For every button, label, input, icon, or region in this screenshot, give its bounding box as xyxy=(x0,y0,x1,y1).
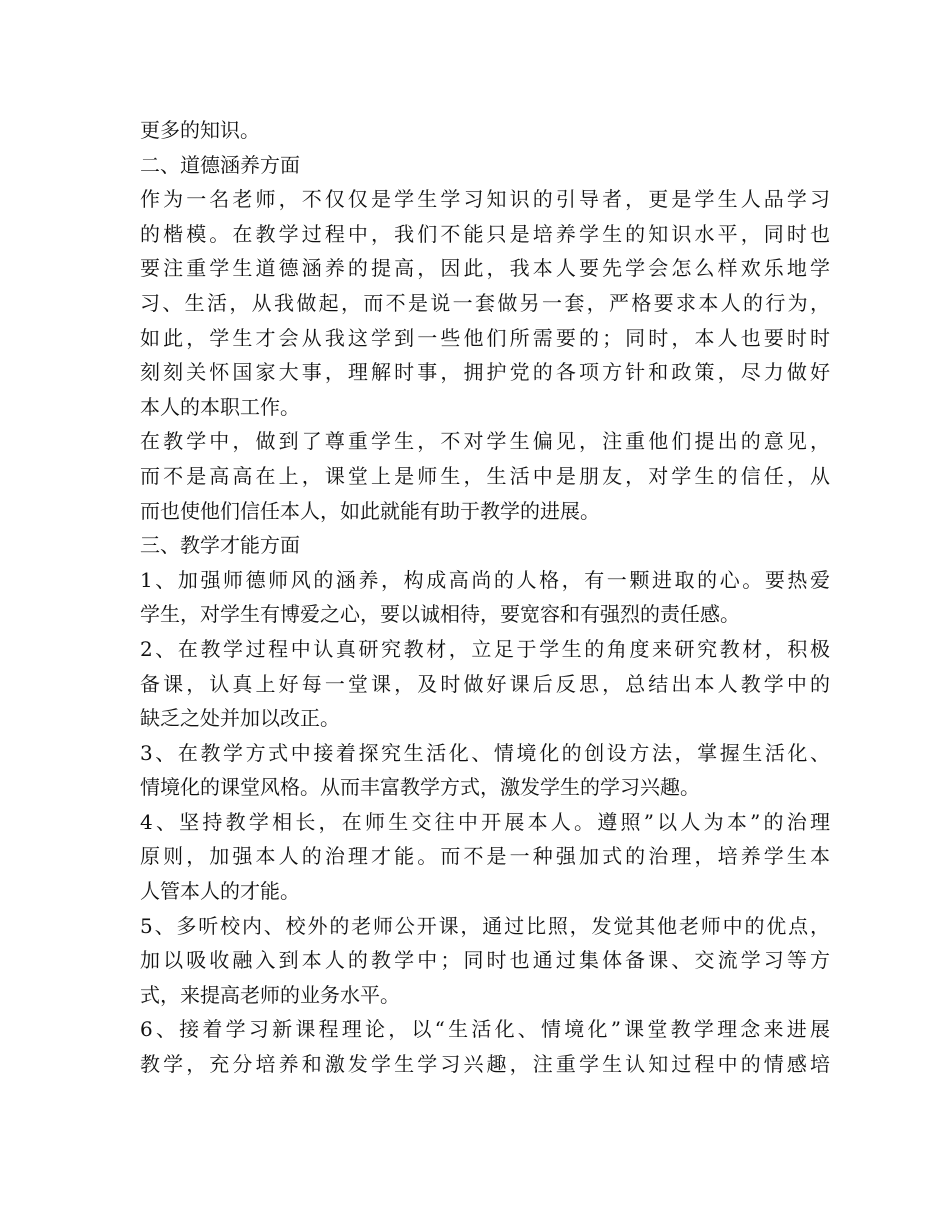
text-line-paragraph-end: 式，来提高老师的业务水平。 xyxy=(140,982,400,1007)
list-item-5: 5、多听校内、校外的老师公开课，通过比照，发觉其他老师中的优点， xyxy=(140,913,830,938)
list-item-3: 3、在教学方式中接着探究生活化、情境化的创设方法，掌握生活化、 xyxy=(140,740,830,765)
list-item-1: 1、加强师德师风的涵养，构成高尚的人格，有一颗进取的心。要热爱 xyxy=(140,567,830,592)
text-line: 的楷模。在教学过程中，我们不能只是培养学生的知识水平，同时也 xyxy=(140,221,830,246)
list-item-6: 6、接着学习新课程理论，以“生活化、情境化”课堂教学理念来进展 xyxy=(140,1017,830,1042)
text-line-paragraph-end: 而也使他们信任本人，如此就能有助于教学的进展。 xyxy=(140,498,600,523)
text-line: 要注重学生道德涵养的提高，因此，我本人要先学会怎么样欢乐地学 xyxy=(140,256,830,281)
list-item-4: 4、坚持教学相长，在师生交往中开展本人。遵照”以人为本”的治理 xyxy=(140,809,830,834)
text-line: 在教学中，做到了尊重学生，不对学生偏见，注重他们提出的意见， xyxy=(140,429,830,454)
text-line: 加以吸收融入到本人的教学中；同时也通过集体备课、交流学习等方 xyxy=(140,948,830,973)
text-line-paragraph-end: 本人的本职工作。 xyxy=(140,394,300,419)
section-heading-teaching-ability: 三、教学才能方面 xyxy=(140,533,300,558)
text-line-paragraph-end: 缺乏之处并加以改正。 xyxy=(140,706,340,731)
text-line: 而不是高高在上，课堂上是师生，生活中是朋友，对学生的信任，从 xyxy=(140,463,830,488)
text-line: 刻刻关怀国家大事，理解时事，拥护党的各项方针和政策，尽力做好 xyxy=(140,360,830,385)
text-line: 习、生活，从我做起，而不是说一套做另一套，严格要求本人的行为， xyxy=(140,290,830,315)
text-line-paragraph-end: 更多的知识。 xyxy=(140,118,260,142)
text-line: 备课，认真上好每一堂课，及时做好课后反思，总结出本人教学中的 xyxy=(140,671,830,696)
section-heading-moral-cultivation: 二、道德涵养方面 xyxy=(140,152,300,177)
text-line: 教学，充分培养和激发学生学习兴趣，注重学生认知过程中的情感培 xyxy=(140,1052,830,1077)
list-item-2: 2、在教学过程中认真研究教材，立足于学生的角度来研究教材，积极 xyxy=(140,636,830,661)
text-line: 原则，加强本人的治理才能。而不是一种强加式的治理，培养学生本 xyxy=(140,844,830,869)
text-line-paragraph-end: 情境化的课堂风格。从而丰富教学方式，激发学生的学习兴趣。 xyxy=(140,775,700,800)
text-line: 作为一名老师，不仅仅是学生学习知识的引导者，更是学生人品学习 xyxy=(140,187,830,212)
text-line-paragraph-end: 人管本人的才能。 xyxy=(140,879,300,904)
text-line: 如此，学生才会从我这学到一些他们所需要的；同时，本人也要时时 xyxy=(140,325,830,350)
body-text xyxy=(140,113,830,1082)
text-line-paragraph-end: 学生，对学生有博爱之心，要以诚相待，要宽容和有强烈的责任感。 xyxy=(140,602,740,627)
